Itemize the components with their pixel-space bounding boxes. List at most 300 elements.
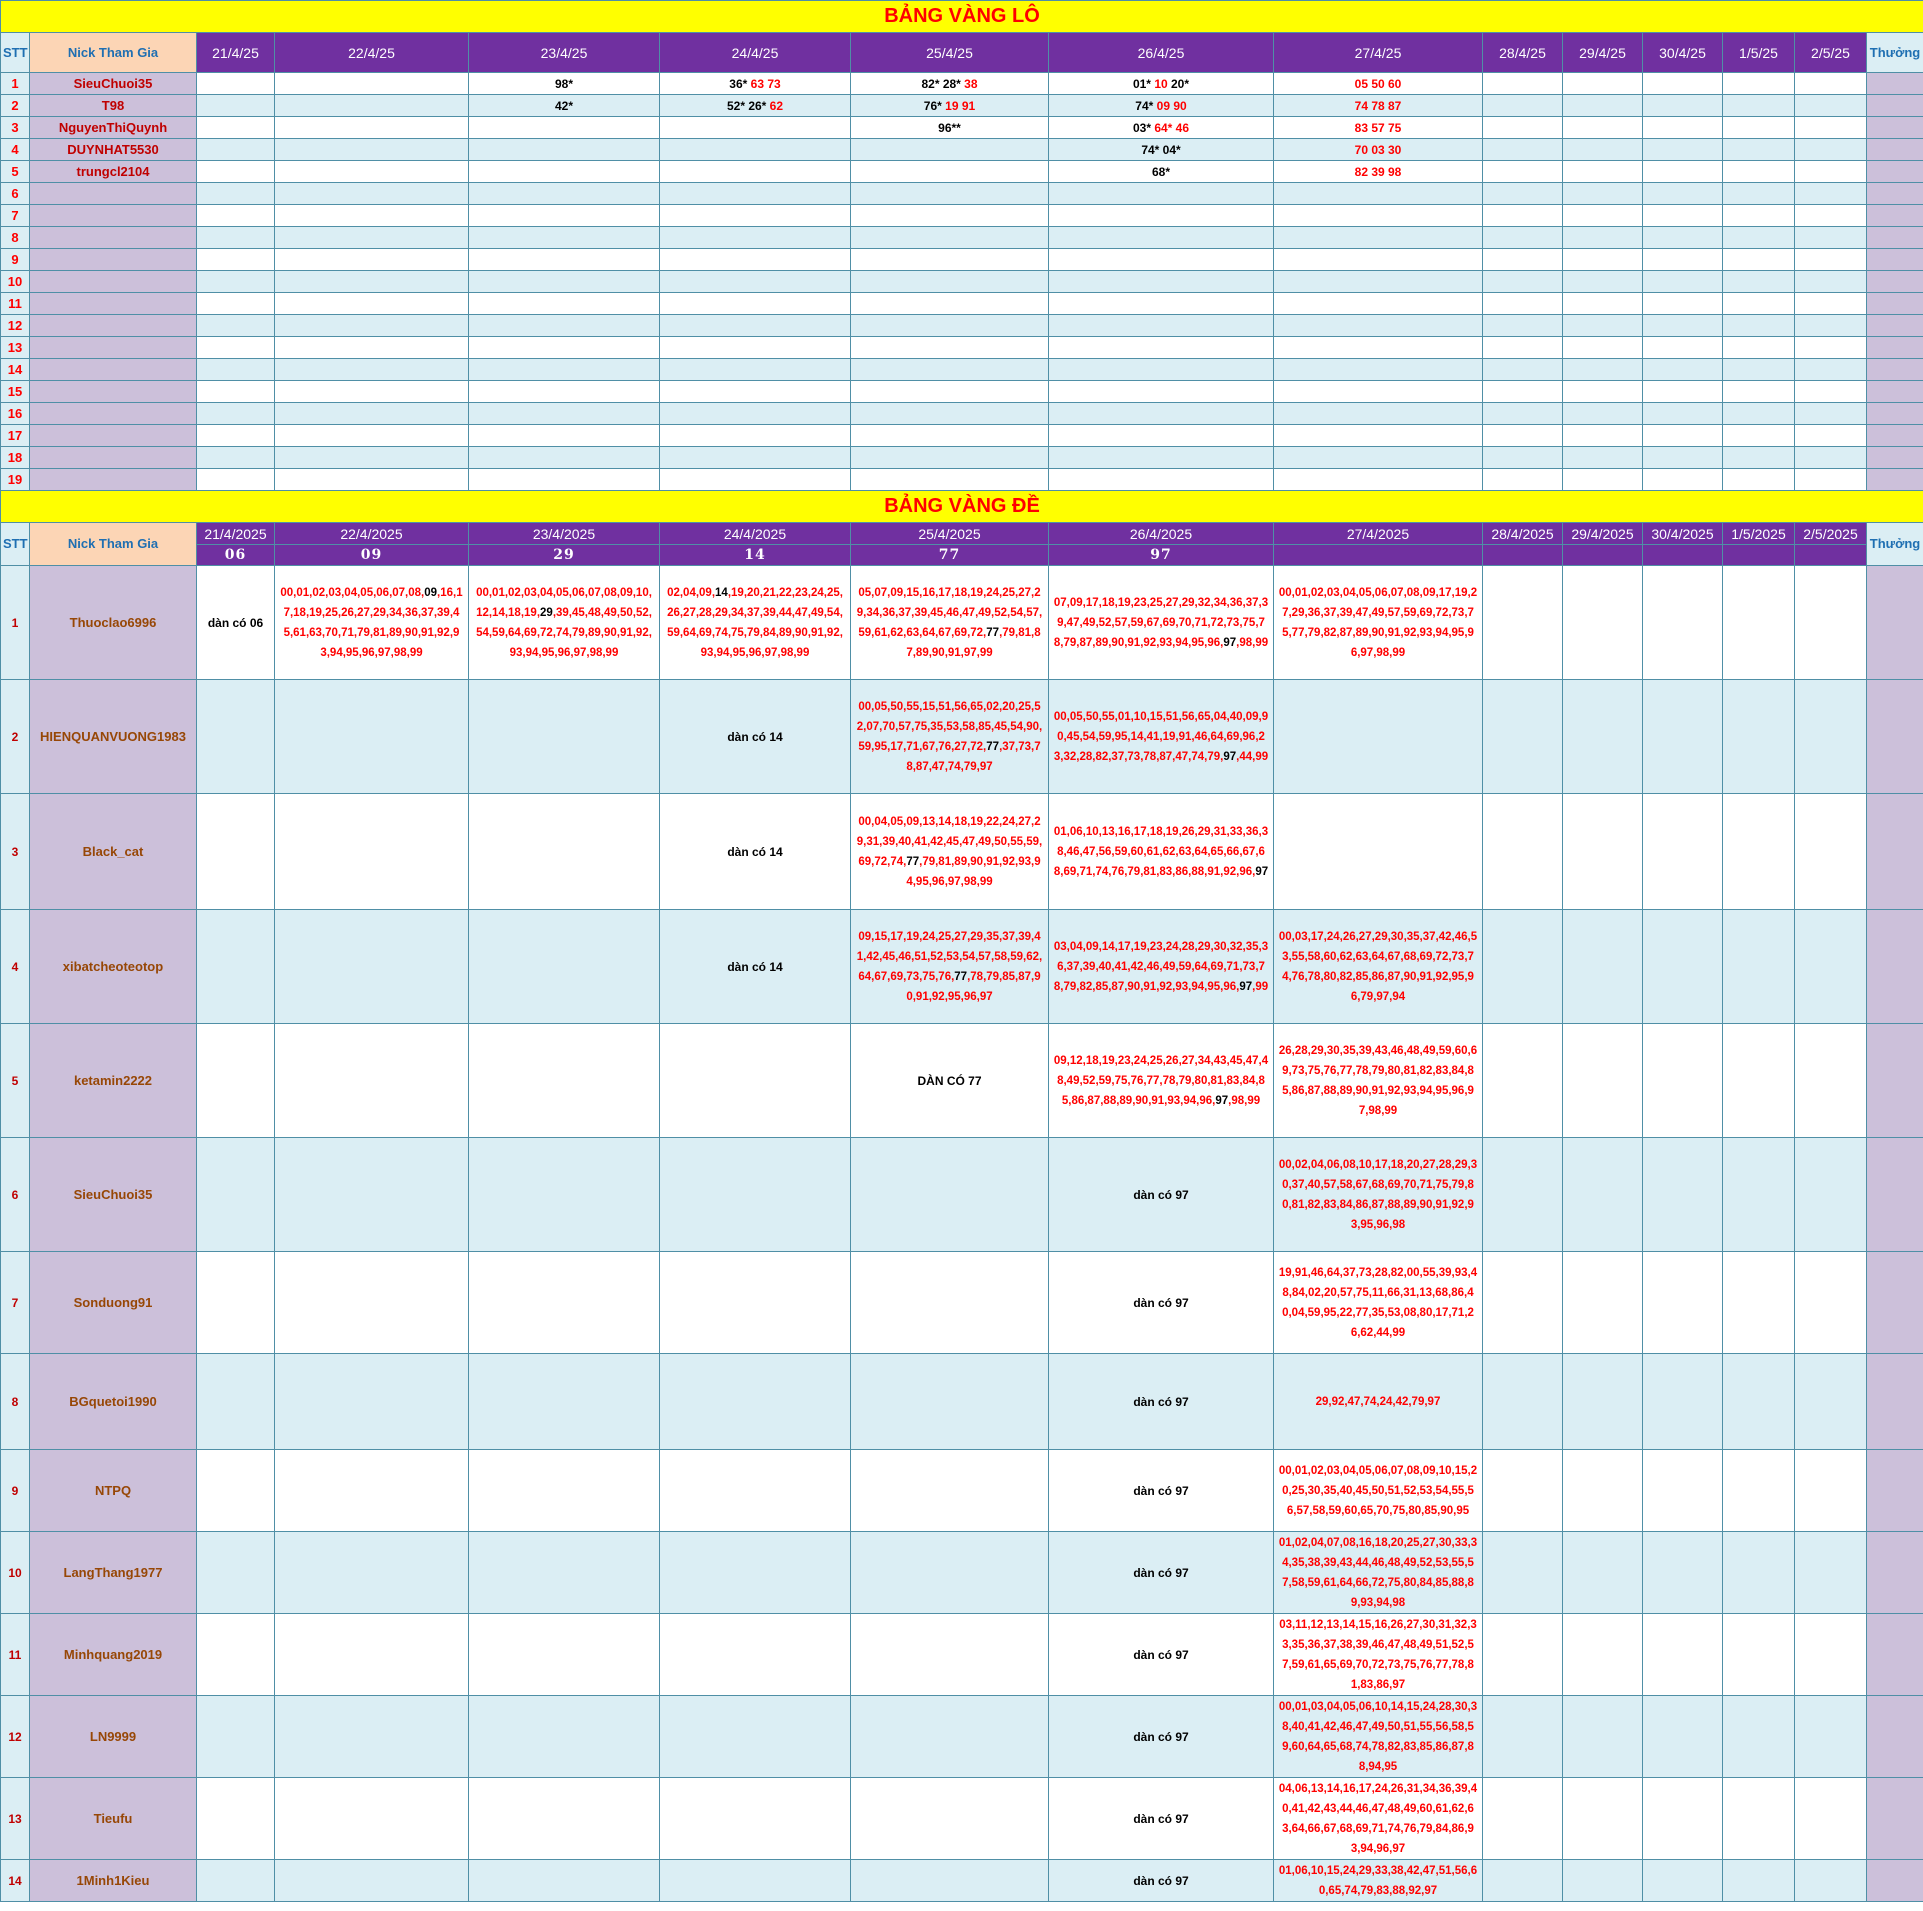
lo-cell: [1723, 359, 1795, 381]
lo-cell: [1563, 227, 1643, 249]
de-cell-value: ,44,99: [1236, 750, 1269, 763]
lo-cell: [1563, 183, 1643, 205]
de-cell-value: ,16,17,18,19,25,26,27,29,34,36,37,39,45,61,63,70,71,79,81,89,90,91,92,93,94,95,96,97,98,99: [283, 586, 463, 659]
lo-date-header: 27/4/25: [1274, 33, 1483, 73]
de-row: [1, 1778, 1923, 1860]
lo-cell: [851, 293, 1049, 315]
de-cell: [197, 1696, 275, 1778]
de-row: [1, 1614, 1923, 1696]
de-date-header: 25/4/2025: [851, 523, 1049, 545]
lo-cell: [1723, 227, 1795, 249]
de-cell: [1723, 680, 1795, 794]
lo-row-thuong: [1867, 183, 1923, 205]
lo-cell-value: 19 91: [945, 98, 976, 113]
lo-title: BẢNG VÀNG LÔ: [1, 1, 1923, 33]
lo-cell: [1274, 205, 1483, 227]
lo-cell: [1643, 381, 1723, 403]
lo-cell-value: 76*: [923, 98, 946, 113]
lo-thuong-header: Thưởng: [1867, 33, 1923, 73]
lo-table: [0, 0, 1923, 491]
de-cell: [197, 794, 275, 910]
de-cell: [1795, 680, 1867, 794]
lo-cell: [1643, 205, 1723, 227]
lo-date-header: 2/5/25: [1795, 33, 1867, 73]
de-cell: [1049, 910, 1274, 1024]
de-cell: [851, 680, 1049, 794]
de-cell: [1483, 1252, 1563, 1354]
de-cell: [1795, 1252, 1867, 1354]
de-cell: [660, 1614, 851, 1696]
lo-cell: [1483, 117, 1563, 139]
lo-cell: [1795, 139, 1867, 161]
lo-cell-value: 68*: [1151, 164, 1171, 179]
lo-cell: [1795, 183, 1867, 205]
de-date-header: 22/4/2025: [275, 523, 469, 545]
de-date-header: 26/4/2025: [1049, 523, 1274, 545]
de-cell: [1643, 1614, 1723, 1696]
de-cell: [275, 680, 469, 794]
de-cell: [275, 1138, 469, 1252]
lo-cell: [1274, 315, 1483, 337]
de-date-header: 2/5/2025: [1795, 523, 1867, 545]
de-result: [1643, 545, 1723, 566]
lo-cell: [851, 205, 1049, 227]
de-result: [1563, 545, 1643, 566]
de-cell: [1563, 1138, 1643, 1252]
lo-cell: [197, 249, 275, 271]
lo-row: [1, 271, 1923, 293]
lo-cell: [851, 117, 1049, 139]
lo-cell: [660, 447, 851, 469]
lo-cell: [197, 293, 275, 315]
lo-cell: [660, 95, 851, 117]
lo-cell: [1274, 337, 1483, 359]
lo-cell: [469, 271, 660, 293]
lo-cell: [1795, 117, 1867, 139]
lo-cell: [660, 403, 851, 425]
lo-cell: [1274, 227, 1483, 249]
de-cell: [275, 1696, 469, 1778]
lo-row: [1, 337, 1923, 359]
lo-cell: [1483, 249, 1563, 271]
de-cell: [275, 1252, 469, 1354]
lo-cell: [1643, 425, 1723, 447]
de-cell: [1643, 794, 1723, 910]
de-cell-value: 29,92,47,74,24,42,79,97: [1315, 1395, 1441, 1408]
lo-cell: [1483, 205, 1563, 227]
de-cell: [197, 1450, 275, 1532]
lo-date-header: 25/4/25: [851, 33, 1049, 73]
lo-cell: [1795, 73, 1867, 95]
lo-cell: [275, 359, 469, 381]
lo-cell: [1483, 161, 1563, 183]
de-cell: [1795, 794, 1867, 910]
de-cell-value: dàn có 97: [1133, 1565, 1189, 1580]
de-cell-value: 00,04,05,09,13,14,18,19,22,24,27,29,31,39,40,41,42,45,47,49,50,55,59,69,72,74,: [856, 815, 1043, 868]
lo-date-header: 24/4/25: [660, 33, 851, 73]
de-row-nick: Thuoclao6996: [30, 566, 197, 680]
lo-cell: [851, 381, 1049, 403]
lo-cell: [1483, 359, 1563, 381]
lo-cell-value: 63 73: [750, 76, 781, 91]
lo-row-thuong: [1867, 249, 1923, 271]
de-cell: [1274, 1450, 1483, 1532]
lo-cell-value: 74 78 87: [1354, 98, 1402, 113]
de-row-stt: 13: [1, 1778, 30, 1860]
de-cell-value: 00,01,02,03,04,05,06,07,08,09,10,12,14,18,19,: [476, 586, 652, 619]
de-cell-value: dàn có 14: [727, 959, 783, 974]
lo-cell: [197, 271, 275, 293]
lo-cell: [275, 139, 469, 161]
de-cell: [275, 1778, 469, 1860]
lo-cell: [660, 227, 851, 249]
de-cell: [1643, 1778, 1723, 1860]
de-cell: [660, 1532, 851, 1614]
de-cell-value: 26,28,29,30,35,39,43,46,48,49,59,60,69,73,75,76,77,78,79,80,81,82,83,84,85,86,87,88,89,90,91,92,93,94,95,96,97,98,99: [1278, 1044, 1478, 1117]
de-cell: [1795, 1138, 1867, 1252]
de-cell: [1563, 680, 1643, 794]
de-cell: [1483, 680, 1563, 794]
lo-cell: [1274, 117, 1483, 139]
lo-cell: [1483, 95, 1563, 117]
lo-date-header: 26/4/25: [1049, 33, 1274, 73]
de-cell: [275, 1450, 469, 1532]
de-cell-value: dàn có 97: [1133, 1647, 1189, 1662]
de-cell: [1049, 1024, 1274, 1138]
de-cell-value: ,78,79,85,87,90,91,92,95,96,97: [906, 970, 1041, 1003]
de-cell: [1643, 910, 1723, 1024]
lo-cell: [1049, 183, 1274, 205]
de-cell: [851, 794, 1049, 910]
de-row-stt: 9: [1, 1450, 30, 1532]
de-cell: [660, 1138, 851, 1252]
de-cell-value: 01,06,10,15,24,29,33,38,42,47,51,56,60,65,74,79,83,88,92,97: [1278, 1864, 1478, 1897]
lo-cell: [469, 205, 660, 227]
de-row: [1, 1450, 1923, 1532]
lo-cell: [1643, 271, 1723, 293]
de-cell: [1049, 1450, 1274, 1532]
de-cell: [1563, 1450, 1643, 1532]
lo-cell: [469, 249, 660, 271]
lo-cell: [1643, 469, 1723, 491]
de-cell: [197, 1860, 275, 1902]
lo-cell: [851, 73, 1049, 95]
de-row-thuong: [1867, 1696, 1923, 1778]
lo-cell: [275, 117, 469, 139]
lo-row-nick: [30, 425, 197, 447]
lo-row-nick: [30, 337, 197, 359]
de-cell-value: 77: [906, 855, 920, 868]
lo-cell: [660, 139, 851, 161]
lo-cell-value: 03*: [1132, 120, 1155, 135]
lo-cell: [851, 469, 1049, 491]
de-cell-value: 01,06,10,13,16,17,18,19,26,29,31,33,36,38,46,47,56,59,60,61,62,63,64,65,66,67,68,69,71,74,76,79,81,83,86,88,91,92,96,: [1053, 825, 1269, 878]
de-cell-value: ,37,73,78,87,47,74,79,97: [906, 740, 1041, 773]
lo-cell: [469, 469, 660, 491]
lo-row-thuong: [1867, 73, 1923, 95]
de-cell: [1483, 1138, 1563, 1252]
de-cell: [1274, 1860, 1483, 1902]
lo-row-stt: 4: [1, 139, 30, 161]
de-row-nick: BGquetoi1990: [30, 1354, 197, 1450]
de-cell: [1274, 1778, 1483, 1860]
lo-cell: [1049, 205, 1274, 227]
de-cell: [851, 1138, 1049, 1252]
lo-cell: [1483, 183, 1563, 205]
lo-cell: [1049, 403, 1274, 425]
de-cell: [1563, 1354, 1643, 1450]
lo-cell: [1274, 359, 1483, 381]
lo-cell: [1723, 425, 1795, 447]
lo-cell: [1274, 161, 1483, 183]
de-cell: [1563, 1252, 1643, 1354]
lo-cell: [1795, 205, 1867, 227]
lo-row-thuong: [1867, 205, 1923, 227]
lo-cell: [1723, 469, 1795, 491]
lo-cell: [1643, 227, 1723, 249]
de-row-thuong: [1867, 1614, 1923, 1696]
lo-cell: [660, 315, 851, 337]
lo-cell: [1049, 293, 1274, 315]
lo-cell: [1723, 447, 1795, 469]
de-row: [1, 680, 1923, 794]
lo-cell: [1723, 161, 1795, 183]
lo-cell: [1274, 293, 1483, 315]
lo-cell: [469, 95, 660, 117]
lo-cell: [1483, 447, 1563, 469]
lo-cell: [1563, 161, 1643, 183]
de-cell-value: 00,01,02,03,04,05,06,07,08,09,10,15,20,25,30,35,40,45,50,51,52,53,54,55,56,57,58,59,60,65,70,75,80,85,90,95: [1278, 1464, 1478, 1517]
de-result: 09: [275, 545, 469, 566]
de-cell-value: dàn có 14: [727, 729, 783, 744]
lo-cell: [275, 249, 469, 271]
lo-cell: [1643, 73, 1723, 95]
lo-cell: [1795, 337, 1867, 359]
de-cell: [469, 1024, 660, 1138]
de-cell: [660, 566, 851, 680]
lo-cell: [1563, 469, 1643, 491]
de-cell-value: 03,11,12,13,14,15,16,26,27,30,31,32,33,35,36,37,38,39,46,47,48,49,51,52,57,59,61,65,69,70,72,73,75,76,77,78,81,83,86,97: [1279, 1618, 1477, 1691]
lo-cell: [851, 161, 1049, 183]
de-cell: [469, 1778, 660, 1860]
lo-row-nick: NguyenThiQuynh: [30, 117, 197, 139]
de-cell: [1483, 1024, 1563, 1138]
de-row-thuong: [1867, 1532, 1923, 1614]
lo-cell-value: 42*: [554, 98, 574, 113]
de-cell: [469, 1532, 660, 1614]
lo-row-nick: DUYNHAT5530: [30, 139, 197, 161]
de-cell: [1274, 794, 1483, 910]
lo-row: [1, 205, 1923, 227]
de-cell-value: 77: [986, 740, 1000, 753]
de-cell: [1723, 1252, 1795, 1354]
de-row-nick: Sonduong91: [30, 1252, 197, 1354]
lo-cell: [851, 95, 1049, 117]
lo-cell: [1563, 293, 1643, 315]
lo-cell: [1723, 95, 1795, 117]
de-cell-value: dàn có 14: [727, 844, 783, 859]
de-cell: [1049, 1696, 1274, 1778]
de-row-nick: LangThang1977: [30, 1532, 197, 1614]
de-cell: [1563, 1532, 1643, 1614]
lo-cell: [1049, 249, 1274, 271]
lo-row-nick: [30, 227, 197, 249]
de-cell: [197, 1138, 275, 1252]
lo-row: [1, 293, 1923, 315]
de-date-header: 21/4/2025: [197, 523, 275, 545]
de-row-thuong: [1867, 1778, 1923, 1860]
de-cell: [851, 1252, 1049, 1354]
lo-cell: [851, 227, 1049, 249]
de-date-header: 30/4/2025: [1643, 523, 1723, 545]
lo-cell: [1643, 139, 1723, 161]
lo-cell-value: 74* 04*: [1141, 142, 1181, 157]
de-cell-value: dàn có 97: [1133, 1873, 1189, 1888]
lo-cell: [1643, 117, 1723, 139]
de-cell: [851, 910, 1049, 1024]
lo-cell: [275, 161, 469, 183]
de-cell-value: ,79,81,89,90,91,92,93,94,95,96,97,98,99: [906, 855, 1041, 888]
de-cell: [469, 794, 660, 910]
lo-row-stt: 9: [1, 249, 30, 271]
lo-row-nick: [30, 183, 197, 205]
de-cell-value: 00,02,04,06,08,10,17,18,20,27,28,29,30,37,40,57,58,67,68,69,70,71,75,79,80,81,82,83,84,86,87,88,89,90,91,92,93,95,96,98: [1278, 1158, 1478, 1231]
de-cell-value: 03,04,09,14,17,19,23,24,28,29,30,32,35,36,37,39,40,41,42,46,49,59,64,69,71,73,78,79,82,85,87,90,91,92,93,94,95,96,: [1053, 940, 1269, 993]
de-cell: [1723, 910, 1795, 1024]
de-date-header: 29/4/2025: [1563, 523, 1643, 545]
de-date-header: 1/5/2025: [1723, 523, 1795, 545]
de-cell: [1483, 794, 1563, 910]
lo-cell: [1643, 447, 1723, 469]
lo-row: [1, 227, 1923, 249]
lo-row-stt: 3: [1, 117, 30, 139]
de-cell: [275, 1860, 469, 1902]
de-cell: [1049, 1354, 1274, 1450]
lo-cell-value: 38: [964, 76, 978, 91]
de-cell: [851, 1696, 1049, 1778]
de-cell-value: 04,06,13,14,16,17,24,26,31,34,36,39,40,41,42,43,44,46,47,48,49,60,61,62,63,64,66,67,68,69,71,74,76,79,84,86,93,94,96,97: [1278, 1782, 1478, 1855]
lo-cell: [469, 117, 660, 139]
de-cell: [1049, 1532, 1274, 1614]
de-table: [0, 490, 1923, 1902]
lo-cell: [197, 227, 275, 249]
lo-row-stt: 17: [1, 425, 30, 447]
de-cell-value: ,98,99: [1236, 636, 1269, 649]
lo-cell: [1723, 381, 1795, 403]
de-cell-value: 00,01,02,03,04,05,06,07,08,09,17,19,27,29,36,37,39,47,49,57,59,69,72,73,75,77,79,82,87,89,90,91,92,93,94,95,96,97,98,99: [1278, 586, 1478, 659]
lo-cell: [275, 469, 469, 491]
de-row: [1, 1532, 1923, 1614]
lo-cell-value: 09 90: [1156, 98, 1187, 113]
de-cell: [1483, 566, 1563, 680]
lo-cell: [1049, 425, 1274, 447]
de-cell: [1563, 1614, 1643, 1696]
lo-cell: [851, 315, 1049, 337]
lo-cell: [469, 425, 660, 447]
de-cell: [1274, 1532, 1483, 1614]
de-cell: [1795, 1696, 1867, 1778]
de-cell: [469, 1614, 660, 1696]
de-row-thuong: [1867, 1138, 1923, 1252]
de-cell: [1274, 1138, 1483, 1252]
de-cell: [851, 1614, 1049, 1696]
lo-cell: [1563, 403, 1643, 425]
lo-cell: [469, 359, 660, 381]
lo-row-thuong: [1867, 447, 1923, 469]
de-row: [1, 1354, 1923, 1450]
de-row-nick: HIENQUANVUONG1983: [30, 680, 197, 794]
lo-row: [1, 359, 1923, 381]
de-row-thuong: [1867, 566, 1923, 680]
lo-cell: [197, 95, 275, 117]
de-cell: [1049, 680, 1274, 794]
de-row-thuong: [1867, 1252, 1923, 1354]
lo-cell-value: 83 57 75: [1354, 120, 1402, 135]
lo-nick-header: Nick Tham Gia: [30, 33, 197, 73]
lo-row-stt: 16: [1, 403, 30, 425]
lo-cell: [1049, 95, 1274, 117]
de-cell: [1723, 1354, 1795, 1450]
de-cell-value: dàn có 97: [1133, 1483, 1189, 1498]
de-cell: [197, 1354, 275, 1450]
de-cell: [1274, 1354, 1483, 1450]
de-cell: [1643, 1354, 1723, 1450]
de-cell: [1723, 1696, 1795, 1778]
lo-cell: [1274, 271, 1483, 293]
de-cell: [851, 1354, 1049, 1450]
de-cell: [1049, 1778, 1274, 1860]
de-cell: [1643, 1532, 1723, 1614]
de-result: 06: [197, 545, 275, 566]
de-result: 77: [851, 545, 1049, 566]
lo-cell: [660, 425, 851, 447]
de-cell: [1643, 1450, 1723, 1532]
lo-cell: [1274, 381, 1483, 403]
lo-row-nick: [30, 359, 197, 381]
de-cell: [660, 680, 851, 794]
lo-cell: [1723, 315, 1795, 337]
lo-cell: [1643, 359, 1723, 381]
de-cell: [1483, 1614, 1563, 1696]
de-row: [1, 1138, 1923, 1252]
de-cell: [1483, 1354, 1563, 1450]
lo-cell: [1563, 359, 1643, 381]
lo-cell: [1795, 293, 1867, 315]
de-cell: [469, 1860, 660, 1902]
de-row-nick: Tieufu: [30, 1778, 197, 1860]
de-cell: [660, 1024, 851, 1138]
de-cell: [1795, 1354, 1867, 1450]
lo-cell: [197, 359, 275, 381]
lo-cell: [197, 381, 275, 403]
lo-row-nick: [30, 249, 197, 271]
de-cell-value: 19,91,46,64,37,73,28,82,00,55,39,93,48,84,02,20,57,75,11,66,31,13,68,86,40,04,59,95,22,77,35,53,08,80,17,71,26,62,44,99: [1278, 1266, 1478, 1339]
lo-cell-value: 62: [769, 98, 784, 113]
lo-cell: [1049, 315, 1274, 337]
lo-cell: [1274, 469, 1483, 491]
lo-cell: [469, 183, 660, 205]
de-cell: [1563, 1778, 1643, 1860]
de-row-nick: NTPQ: [30, 1450, 197, 1532]
lo-cell: [1274, 447, 1483, 469]
lo-cell: [660, 205, 851, 227]
de-row: [1, 566, 1923, 680]
lo-cell: [851, 403, 1049, 425]
lo-cell: [275, 403, 469, 425]
de-cell-value: dàn có 97: [1133, 1729, 1189, 1744]
lo-row-stt: 13: [1, 337, 30, 359]
de-cell: [197, 1532, 275, 1614]
